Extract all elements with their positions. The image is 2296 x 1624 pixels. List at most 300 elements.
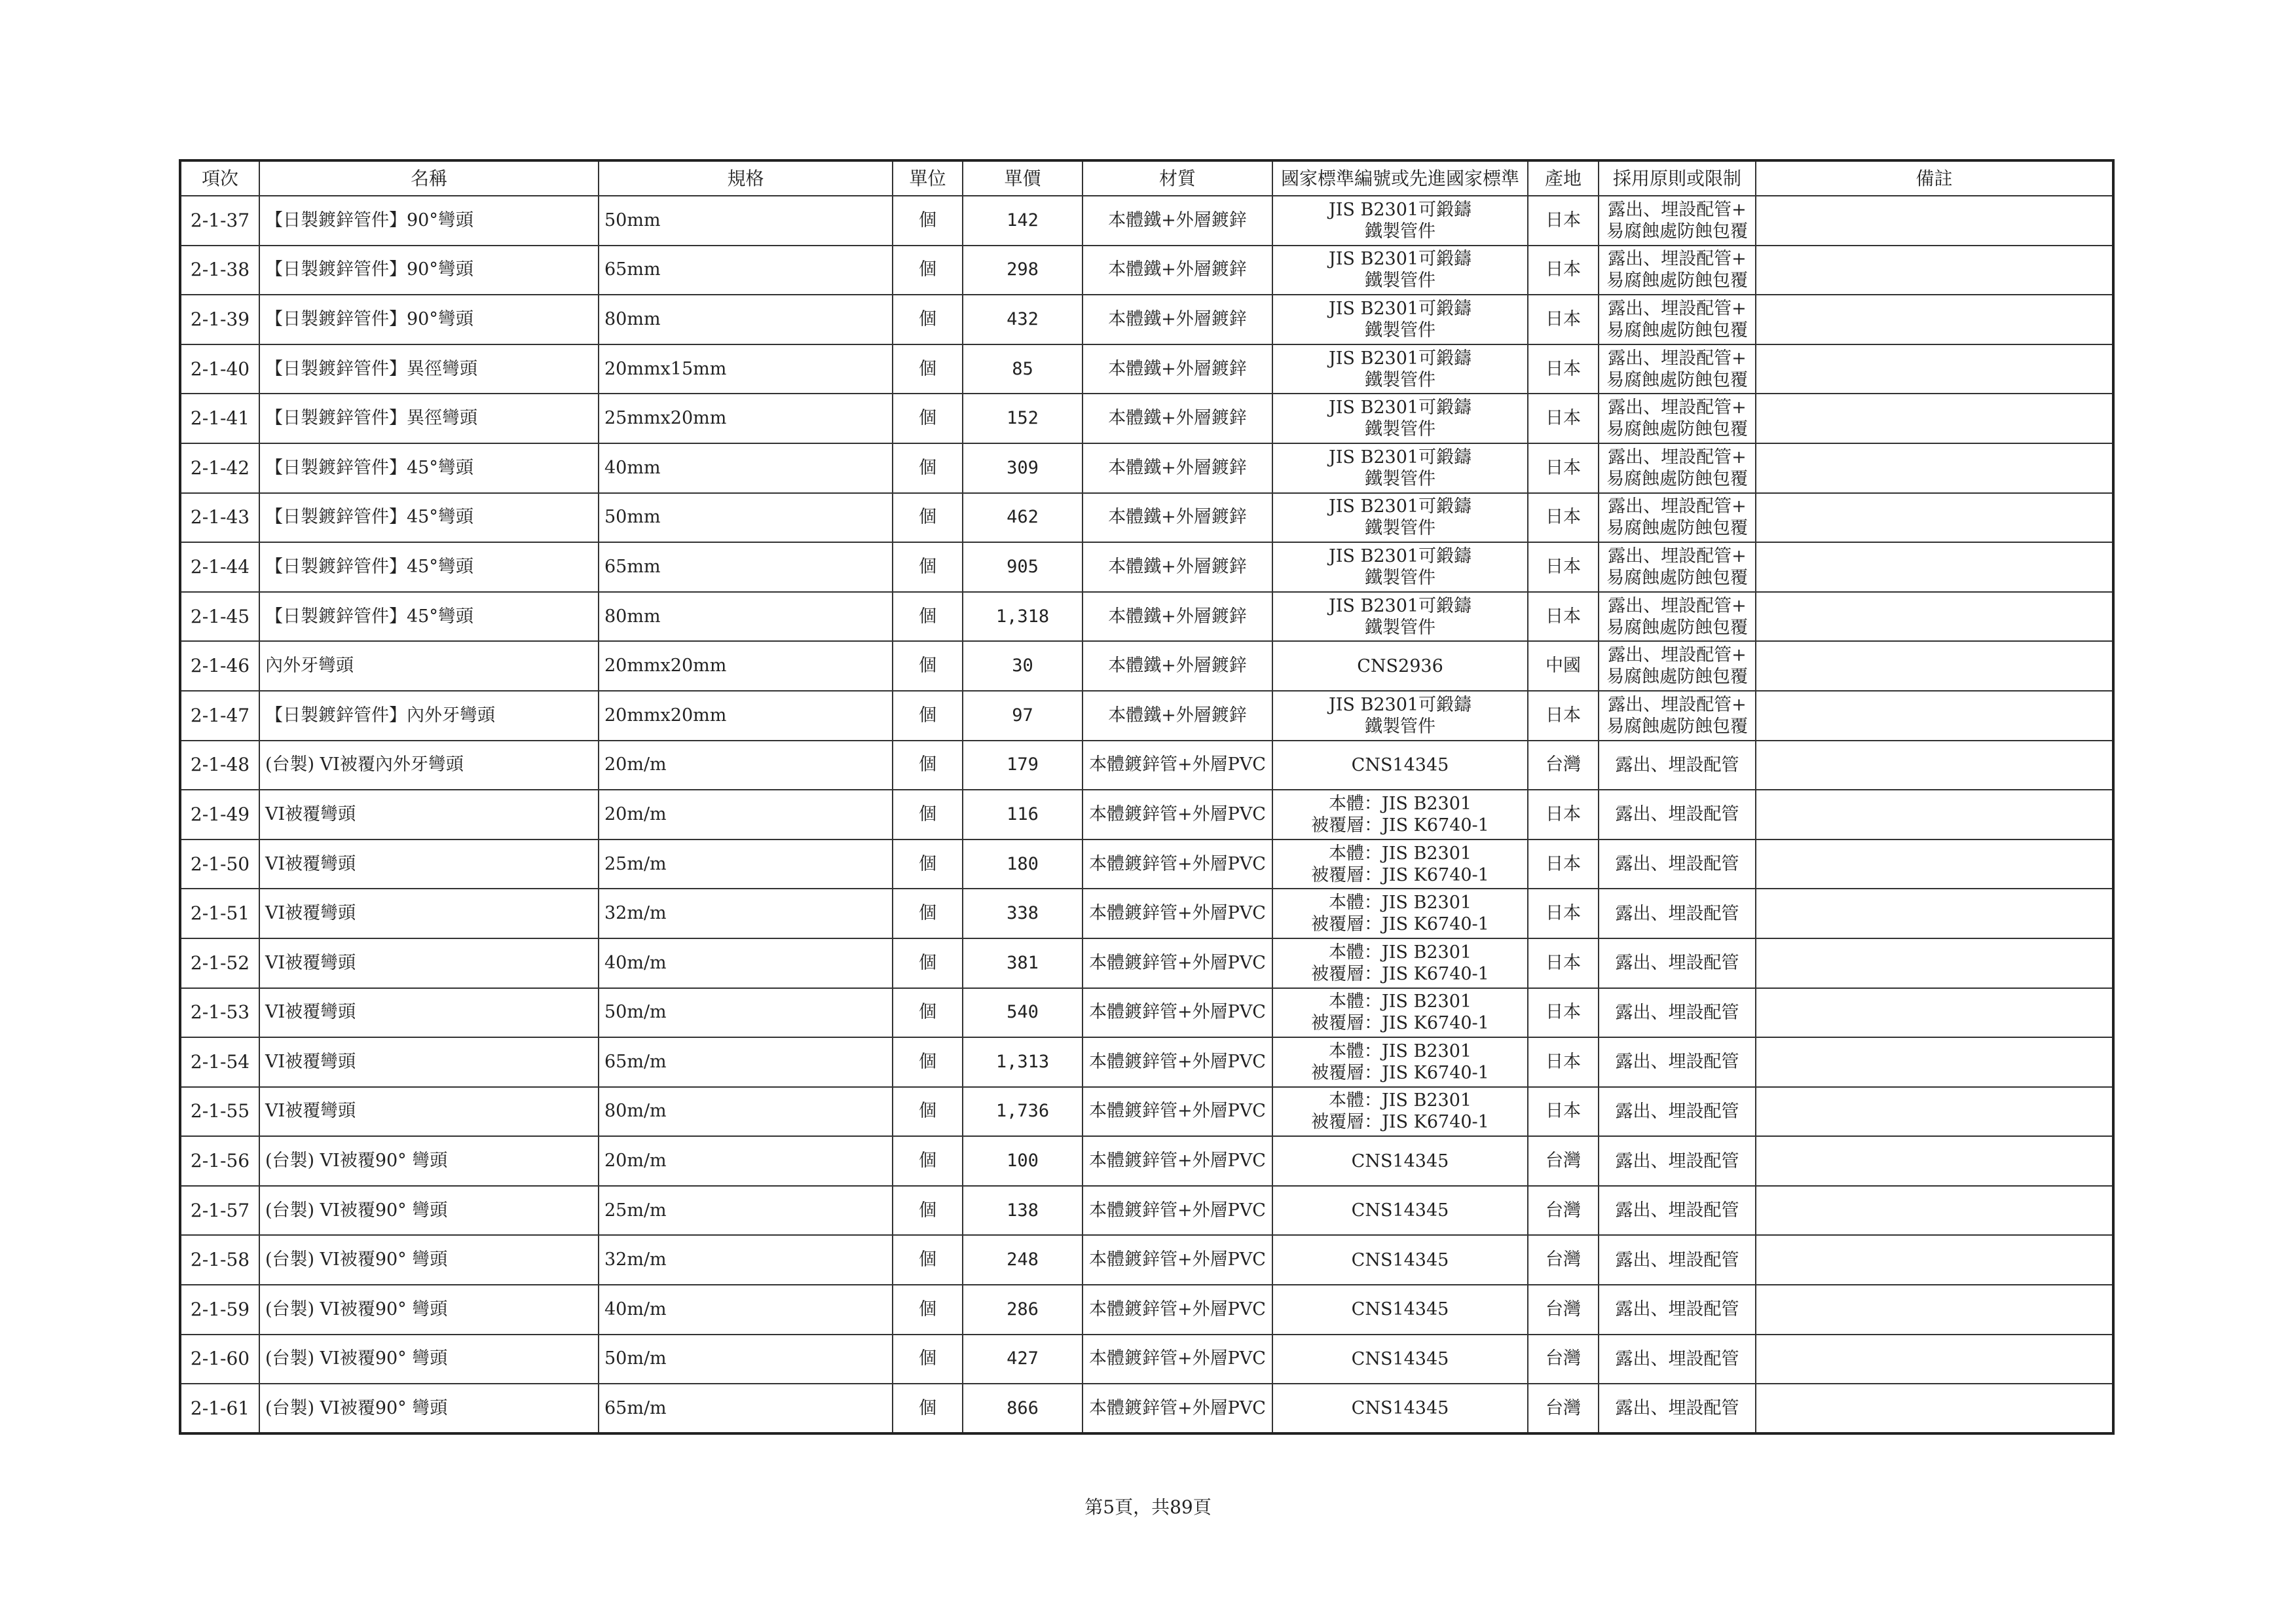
unit-price-cell: 298 (963, 246, 1083, 295)
principle-cell (1599, 246, 1756, 295)
spec-cell: 25mmx20mm (599, 394, 893, 443)
unit-cell: 個 (893, 344, 963, 394)
name-cell: VI被覆彎頭 (259, 889, 599, 938)
standard-cell-line: JIS B2301可鍛鑄 (1328, 447, 1472, 468)
table-row (180, 493, 2113, 543)
unit-price-cell: 142 (963, 196, 1083, 246)
remarks-cell (1756, 542, 2113, 592)
standard-cell-line: 鐵製管件 (1365, 320, 1435, 341)
unit-cell: 個 (893, 1087, 963, 1137)
remarks-cell (1756, 1335, 2113, 1384)
table-row (180, 394, 2113, 443)
origin-cell: 台灣 (1528, 1335, 1599, 1384)
remarks-cell (1756, 1037, 2113, 1087)
unit-price-cell: 381 (963, 938, 1083, 988)
table-header (180, 160, 2113, 196)
remarks-cell (1756, 1285, 2113, 1335)
remarks-cell (1756, 1087, 2113, 1137)
material-cell: 本體鍍鋅管+外層PVC (1083, 988, 1272, 1038)
item-no-cell: 2-1-52 (180, 938, 259, 988)
unit-price-cell: 1,736 (963, 1087, 1083, 1137)
standard-cell-line: 被覆層：JIS K6740-1 (1311, 1062, 1489, 1083)
unit-price-cell: 179 (963, 741, 1083, 790)
table-row (180, 1285, 2113, 1335)
unit-price-cell: 427 (963, 1335, 1083, 1384)
remarks-cell (1756, 790, 2113, 840)
name-cell: (台製) VI被覆內外牙彎頭 (259, 741, 599, 790)
standard-cell-line: 本體：JIS B2301 (1328, 942, 1472, 963)
name-cell: 內外牙彎頭 (259, 641, 599, 691)
standard-cell (1272, 691, 1528, 741)
spec-cell: 50mm (599, 196, 893, 246)
remarks-cell (1756, 493, 2113, 543)
standard-cell (1272, 988, 1528, 1038)
spec-cell: 50mm (599, 493, 893, 543)
spec-cell: 25m/m (599, 840, 893, 889)
name-cell: 【日製鍍鋅管件】90°彎頭 (259, 246, 599, 295)
remarks-cell (1756, 938, 2113, 988)
principle-cell-line: 易腐蝕處防蝕包覆 (1606, 617, 1748, 638)
standard-cell-line: 被覆層：JIS K6740-1 (1311, 1013, 1489, 1034)
material-cell: 本體鐵+外層鍍鋅 (1083, 246, 1272, 295)
standard-cell (1272, 1235, 1528, 1285)
table-row (180, 443, 2113, 493)
item-no-cell: 2-1-56 (180, 1136, 259, 1186)
unit-price-cell: 309 (963, 443, 1083, 493)
spec-cell: 32m/m (599, 1235, 893, 1285)
spec-cell: 20m/m (599, 1136, 893, 1186)
origin-cell: 台灣 (1528, 1235, 1599, 1285)
principle-cell (1599, 889, 1756, 938)
item-no-cell: 2-1-44 (180, 542, 259, 592)
remarks-cell (1756, 1136, 2113, 1186)
table-row (180, 246, 2113, 295)
unit-price-cell: 100 (963, 1136, 1083, 1186)
item-no-cell: 2-1-43 (180, 493, 259, 543)
material-cell: 本體鐵+外層鍍鋅 (1083, 542, 1272, 592)
material-cell: 本體鍍鋅管+外層PVC (1083, 1037, 1272, 1087)
name-cell: 【日製鍍鋅管件】內外牙彎頭 (259, 691, 599, 741)
standard-cell (1272, 1186, 1528, 1236)
unit-price-cell: 85 (963, 344, 1083, 394)
standard-cell-line: 鐵製管件 (1365, 468, 1435, 489)
spec-cell: 50m/m (599, 988, 893, 1038)
name-cell: 【日製鍍鋅管件】45°彎頭 (259, 542, 599, 592)
standard-cell-line: 鐵製管件 (1365, 369, 1435, 390)
standard-cell-line: CNS14345 (1351, 1348, 1449, 1369)
spec-cell: 20mmx20mm (599, 691, 893, 741)
header-name: 名稱 (259, 160, 599, 196)
table-row (180, 196, 2113, 246)
name-cell: (台製) VI被覆90° 彎頭 (259, 1235, 599, 1285)
origin-cell: 台灣 (1528, 741, 1599, 790)
unit-cell: 個 (893, 443, 963, 493)
principle-cell (1599, 344, 1756, 394)
item-no-cell: 2-1-53 (180, 988, 259, 1038)
principle-cell-line: 露出、埋設配管 (1615, 1052, 1739, 1073)
name-cell: 【日製鍍鋅管件】45°彎頭 (259, 493, 599, 543)
standard-cell-line: 被覆層：JIS K6740-1 (1311, 914, 1489, 935)
origin-cell: 日本 (1528, 196, 1599, 246)
standard-cell-line: JIS B2301可鍛鑄 (1328, 199, 1472, 220)
table-row (180, 1384, 2113, 1433)
item-no-cell: 2-1-37 (180, 196, 259, 246)
standard-cell (1272, 344, 1528, 394)
standard-cell-line: 被覆層：JIS K6740-1 (1311, 963, 1489, 984)
remarks-cell (1756, 592, 2113, 642)
standard-cell-line: CNS14345 (1351, 1249, 1449, 1270)
standard-cell (1272, 246, 1528, 295)
material-cell: 本體鍍鋅管+外層PVC (1083, 1136, 1272, 1186)
material-cell: 本體鍍鋅管+外層PVC (1083, 1235, 1272, 1285)
principle-cell-line: 露出、埋設配管+ (1608, 645, 1747, 666)
table-row (180, 1037, 2113, 1087)
header-principle: 採用原則或限制 (1599, 160, 1756, 196)
origin-cell: 日本 (1528, 938, 1599, 988)
header-unit: 單位 (893, 160, 963, 196)
standard-cell (1272, 1335, 1528, 1384)
unit-cell: 個 (893, 1335, 963, 1384)
header-remarks: 備註 (1756, 160, 2113, 196)
table-row (180, 938, 2113, 988)
item-no-cell: 2-1-39 (180, 295, 259, 344)
principle-cell (1599, 1087, 1756, 1137)
spec-cell: 65m/m (599, 1037, 893, 1087)
item-no-cell: 2-1-54 (180, 1037, 259, 1087)
table-row (180, 889, 2113, 938)
table-row (180, 1136, 2113, 1186)
unit-cell: 個 (893, 889, 963, 938)
name-cell: VI被覆彎頭 (259, 840, 599, 889)
standard-cell-line: 本體：JIS B2301 (1328, 843, 1472, 864)
principle-cell-line: 露出、埋設配管 (1615, 1398, 1739, 1419)
standard-cell (1272, 592, 1528, 642)
item-no-cell: 2-1-46 (180, 641, 259, 691)
standard-cell-line: JIS B2301可鍛鑄 (1328, 397, 1472, 418)
table-row (180, 592, 2113, 642)
principle-cell (1599, 1335, 1756, 1384)
unit-price-cell: 180 (963, 840, 1083, 889)
item-no-cell: 2-1-41 (180, 394, 259, 443)
material-cell: 本體鐵+外層鍍鋅 (1083, 394, 1272, 443)
origin-cell: 台灣 (1528, 1136, 1599, 1186)
material-cell: 本體鐵+外層鍍鋅 (1083, 295, 1272, 344)
principle-cell-line: 露出、埋設配管+ (1608, 447, 1747, 468)
principle-cell-line: 露出、埋設配管+ (1608, 595, 1747, 616)
name-cell: (台製) VI被覆90° 彎頭 (259, 1384, 599, 1433)
principle-cell (1599, 1235, 1756, 1285)
standard-cell (1272, 542, 1528, 592)
principle-cell (1599, 394, 1756, 443)
principle-cell (1599, 592, 1756, 642)
standard-cell (1272, 196, 1528, 246)
table-row (180, 542, 2113, 592)
principle-cell (1599, 840, 1756, 889)
principle-cell (1599, 1136, 1756, 1186)
unit-price-cell: 1,318 (963, 592, 1083, 642)
principle-cell-line: 易腐蝕處防蝕包覆 (1606, 320, 1748, 341)
material-cell: 本體鍍鋅管+外層PVC (1083, 790, 1272, 840)
standard-cell (1272, 1285, 1528, 1335)
standard-cell-line: 被覆層：JIS K6740-1 (1311, 864, 1489, 885)
principle-cell-line: 露出、埋設配管 (1615, 1101, 1739, 1122)
principle-cell-line: 露出、埋設配管 (1615, 903, 1739, 924)
standard-cell-line: JIS B2301可鍛鑄 (1328, 694, 1472, 715)
unit-cell: 個 (893, 592, 963, 642)
standard-cell-line: 鐵製管件 (1365, 221, 1435, 242)
item-no-cell: 2-1-50 (180, 840, 259, 889)
unit-cell: 個 (893, 1235, 963, 1285)
item-no-cell: 2-1-45 (180, 592, 259, 642)
remarks-cell (1756, 988, 2113, 1038)
standard-cell-line: CNS14345 (1351, 1200, 1449, 1221)
table-row (180, 1087, 2113, 1137)
item-no-cell: 2-1-58 (180, 1235, 259, 1285)
origin-cell: 日本 (1528, 790, 1599, 840)
material-cell: 本體鍍鋅管+外層PVC (1083, 1384, 1272, 1433)
principle-cell-line: 露出、埋設配管 (1615, 1200, 1739, 1221)
unit-cell: 個 (893, 246, 963, 295)
principle-cell (1599, 741, 1756, 790)
principle-cell-line: 露出、埋設配管 (1615, 1002, 1739, 1023)
origin-cell: 日本 (1528, 691, 1599, 741)
name-cell: 【日製鍍鋅管件】45°彎頭 (259, 592, 599, 642)
unit-cell: 個 (893, 295, 963, 344)
unit-cell: 個 (893, 1384, 963, 1433)
name-cell: 【日製鍍鋅管件】異徑彎頭 (259, 394, 599, 443)
material-cell: 本體鍍鋅管+外層PVC (1083, 1335, 1272, 1384)
principle-cell-line: 易腐蝕處防蝕包覆 (1606, 518, 1748, 539)
spec-cell: 20m/m (599, 741, 893, 790)
standard-cell-line: JIS B2301可鍛鑄 (1328, 249, 1472, 270)
material-cell: 本體鍍鋅管+外層PVC (1083, 889, 1272, 938)
unit-price-cell: 1,313 (963, 1037, 1083, 1087)
table-row (180, 840, 2113, 889)
standard-cell-line: 鐵製管件 (1365, 270, 1435, 291)
standard-cell (1272, 394, 1528, 443)
table-row (180, 344, 2113, 394)
table-row (180, 1335, 2113, 1384)
unit-price-cell: 30 (963, 641, 1083, 691)
spec-cell: 20m/m (599, 790, 893, 840)
principle-cell-line: 易腐蝕處防蝕包覆 (1606, 667, 1748, 688)
material-cell: 本體鍍鋅管+外層PVC (1083, 1186, 1272, 1236)
item-no-cell: 2-1-47 (180, 691, 259, 741)
standard-cell-line: JIS B2301可鍛鑄 (1328, 348, 1472, 369)
unit-cell: 個 (893, 691, 963, 741)
principle-cell (1599, 691, 1756, 741)
material-cell: 本體鍍鋅管+外層PVC (1083, 938, 1272, 988)
header-item-no: 項次 (180, 160, 259, 196)
name-cell: (台製) VI被覆90° 彎頭 (259, 1285, 599, 1335)
principle-cell-line: 易腐蝕處防蝕包覆 (1606, 270, 1748, 291)
unit-price-cell: 152 (963, 394, 1083, 443)
unit-cell: 個 (893, 196, 963, 246)
name-cell: VI被覆彎頭 (259, 1037, 599, 1087)
unit-cell: 個 (893, 1186, 963, 1236)
principle-cell-line: 露出、埋設配管+ (1608, 496, 1747, 517)
principle-cell-line: 露出、埋設配管+ (1608, 249, 1747, 270)
item-no-cell: 2-1-61 (180, 1384, 259, 1433)
spec-cell: 20mmx15mm (599, 344, 893, 394)
principle-cell-line: 露出、埋設配管 (1615, 1249, 1739, 1270)
table-row (180, 1235, 2113, 1285)
item-no-cell: 2-1-60 (180, 1335, 259, 1384)
origin-cell: 日本 (1528, 592, 1599, 642)
header-unit-price: 單價 (963, 160, 1083, 196)
principle-cell (1599, 542, 1756, 592)
unit-price-cell: 432 (963, 295, 1083, 344)
table-row (180, 295, 2113, 344)
standard-cell-line: 本體：JIS B2301 (1328, 1041, 1472, 1061)
origin-cell: 台灣 (1528, 1285, 1599, 1335)
standard-cell (1272, 443, 1528, 493)
standard-cell (1272, 493, 1528, 543)
standard-cell-line: 鐵製管件 (1365, 716, 1435, 737)
origin-cell: 日本 (1528, 344, 1599, 394)
item-no-cell: 2-1-49 (180, 790, 259, 840)
remarks-cell (1756, 1235, 2113, 1285)
material-cell: 本體鐵+外層鍍鋅 (1083, 344, 1272, 394)
unit-cell: 個 (893, 938, 963, 988)
principle-cell (1599, 1285, 1756, 1335)
unit-cell: 個 (893, 1285, 963, 1335)
unit-price-cell: 462 (963, 493, 1083, 543)
remarks-cell (1756, 443, 2113, 493)
principle-cell-line: 易腐蝕處防蝕包覆 (1606, 221, 1748, 242)
origin-cell: 日本 (1528, 1087, 1599, 1137)
remarks-cell (1756, 295, 2113, 344)
remarks-cell (1756, 691, 2113, 741)
standard-cell-line: JIS B2301可鍛鑄 (1328, 496, 1472, 517)
spec-cell: 32m/m (599, 889, 893, 938)
material-cell: 本體鐵+外層鍍鋅 (1083, 641, 1272, 691)
principle-cell-line: 易腐蝕處防蝕包覆 (1606, 369, 1748, 390)
item-no-cell: 2-1-55 (180, 1087, 259, 1137)
unit-price-cell: 905 (963, 542, 1083, 592)
item-no-cell: 2-1-57 (180, 1186, 259, 1236)
table-row (180, 988, 2113, 1038)
standard-cell-line: 鐵製管件 (1365, 419, 1435, 440)
standard-cell (1272, 1136, 1528, 1186)
standard-cell-line: 鐵製管件 (1365, 567, 1435, 588)
principle-cell (1599, 196, 1756, 246)
standard-cell-line: 本體：JIS B2301 (1328, 1090, 1472, 1111)
name-cell: VI被覆彎頭 (259, 988, 599, 1038)
standard-cell (1272, 1384, 1528, 1433)
principle-cell (1599, 1384, 1756, 1433)
principle-cell (1599, 443, 1756, 493)
material-cell: 本體鐵+外層鍍鋅 (1083, 443, 1272, 493)
standard-cell (1272, 1087, 1528, 1137)
remarks-cell (1756, 344, 2113, 394)
spec-cell: 25m/m (599, 1186, 893, 1236)
unit-cell: 個 (893, 641, 963, 691)
standard-cell-line: 被覆層：JIS K6740-1 (1311, 815, 1489, 836)
price-table (179, 159, 2115, 1435)
standard-cell (1272, 1037, 1528, 1087)
header-material: 材質 (1083, 160, 1272, 196)
origin-cell: 台灣 (1528, 1186, 1599, 1236)
unit-cell: 個 (893, 790, 963, 840)
origin-cell: 日本 (1528, 1037, 1599, 1087)
name-cell: VI被覆彎頭 (259, 790, 599, 840)
principle-cell-line: 露出、埋設配管 (1615, 754, 1739, 775)
origin-cell: 台灣 (1528, 1384, 1599, 1433)
header-spec: 規格 (599, 160, 893, 196)
standard-cell-line: JIS B2301可鍛鑄 (1328, 545, 1472, 566)
principle-cell (1599, 1037, 1756, 1087)
standard-cell-line: 本體：JIS B2301 (1328, 793, 1472, 814)
item-no-cell: 2-1-38 (180, 246, 259, 295)
spec-cell: 40m/m (599, 938, 893, 988)
principle-cell-line: 露出、埋設配管+ (1608, 348, 1747, 369)
principle-cell (1599, 938, 1756, 988)
table-body (180, 196, 2113, 1433)
principle-cell-line: 露出、埋設配管 (1615, 1348, 1739, 1369)
principle-cell-line: 露出、埋設配管 (1615, 854, 1739, 875)
principle-cell-line: 露出、埋設配管 (1615, 1151, 1739, 1172)
item-no-cell: 2-1-51 (180, 889, 259, 938)
principle-cell (1599, 988, 1756, 1038)
principle-cell-line: 露出、埋設配管 (1615, 804, 1739, 825)
standard-cell-line: 本體：JIS B2301 (1328, 991, 1472, 1012)
unit-price-cell: 540 (963, 988, 1083, 1038)
standard-cell-line: CNS14345 (1351, 1398, 1449, 1419)
origin-cell: 日本 (1528, 295, 1599, 344)
standard-cell-line: CNS14345 (1351, 1151, 1449, 1172)
unit-price-cell: 338 (963, 889, 1083, 938)
material-cell: 本體鐵+外層鍍鋅 (1083, 196, 1272, 246)
origin-cell: 日本 (1528, 394, 1599, 443)
principle-cell-line: 露出、埋設配管+ (1608, 298, 1747, 319)
principle-cell-line: 易腐蝕處防蝕包覆 (1606, 716, 1748, 737)
name-cell: VI被覆彎頭 (259, 1087, 599, 1137)
item-no-cell: 2-1-40 (180, 344, 259, 394)
unit-price-cell: 866 (963, 1384, 1083, 1433)
unit-price-cell: 138 (963, 1186, 1083, 1236)
material-cell: 本體鐵+外層鍍鋅 (1083, 493, 1272, 543)
remarks-cell (1756, 1384, 2113, 1433)
standard-cell-line: JIS B2301可鍛鑄 (1328, 298, 1472, 319)
material-cell: 本體鍍鋅管+外層PVC (1083, 1285, 1272, 1335)
standard-cell-line: 鐵製管件 (1365, 617, 1435, 638)
spec-cell: 20mmx20mm (599, 641, 893, 691)
unit-cell: 個 (893, 988, 963, 1038)
principle-cell-line: 露出、埋設配管+ (1608, 694, 1747, 715)
origin-cell: 日本 (1528, 889, 1599, 938)
spec-cell: 65m/m (599, 1384, 893, 1433)
principle-cell-line: 露出、埋設配管 (1615, 953, 1739, 974)
table-row (180, 1186, 2113, 1236)
header-origin: 產地 (1528, 160, 1599, 196)
principle-cell (1599, 1186, 1756, 1236)
material-cell: 本體鐵+外層鍍鋅 (1083, 592, 1272, 642)
name-cell: (台製) VI被覆90° 彎頭 (259, 1186, 599, 1236)
standard-cell-line: CNS14345 (1351, 1299, 1449, 1320)
principle-cell (1599, 493, 1756, 543)
remarks-cell (1756, 889, 2113, 938)
remarks-cell (1756, 1186, 2113, 1236)
table-row (180, 691, 2113, 741)
name-cell: 【日製鍍鋅管件】45°彎頭 (259, 443, 599, 493)
principle-cell-line: 易腐蝕處防蝕包覆 (1606, 419, 1748, 440)
spec-cell: 80mm (599, 295, 893, 344)
remarks-cell (1756, 840, 2113, 889)
principle-cell-line: 易腐蝕處防蝕包覆 (1606, 567, 1748, 588)
remarks-cell (1756, 394, 2113, 443)
principle-cell-line: 露出、埋設配管 (1615, 1299, 1739, 1320)
